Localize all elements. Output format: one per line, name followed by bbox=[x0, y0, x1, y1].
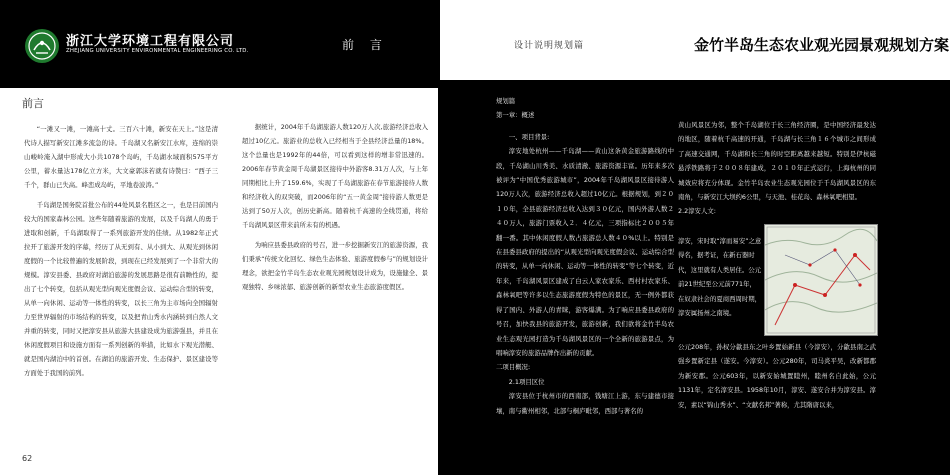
line: 规划篇 bbox=[496, 97, 516, 105]
line: 一、项目背景: bbox=[508, 132, 550, 141]
right-page bbox=[440, 0, 950, 475]
region-map-image bbox=[764, 224, 878, 336]
line: 第一章：概述 bbox=[496, 111, 535, 120]
right-column-1 bbox=[496, 94, 674, 418]
line: 二项目概况: bbox=[496, 363, 531, 372]
paragraph: 千岛湖是国务院首批公布的44处风景名胜区之一，也是目前国内较大的国家森林公园。这些年随着旅游的发展，以及千岛湖人的勇于进取和创新，千岛湖取得了一系列旅游开发的佳绩。从1982年正式拉开了旅游开发的序幕，经历了从无到有、从小到大、从观光到休闲度假的一个比较曾遍的发展阶段，到现在已经发展到了一个非常大的规模。淳安县委、县政府对湖泊旅游的发展思路是很有前瞻性的，提出了七个转变，包括从观光型向观光度假会议、运动综合型的转变，从单一向休闲、运动等一体性的转变，以长三角为主市场向全国辐射力至世界辐射的市场结构的转变，以及把青山秀水内涵转到自然人文并重的转变，同时又把淳安县从旅游大县建设成为旅游强县，并且在休闲度假项目和设施方面有一系列创新的举措，比如水下观光潜艇、就是国内湖泊中的首创。在湖泊的旅游开发、生态保护、景区建设等方面处于我国的前列。 bbox=[24, 201, 218, 377]
right-column-2 bbox=[678, 118, 876, 219]
section-title: 前言 bbox=[22, 97, 44, 110]
wrapped-paragraph: 淳安，宋时取“淳而易安”之意得名，据考证，在新石器时代，这里就有人类居住。公元前21世纪至公元前771年，在奴隶社会的夏商西周时期，淳安属扬州之南境。 bbox=[678, 237, 762, 318]
paragraph: 公元208年，孙权分歙县东之叶乡置始新县（今淳安），分歙县南之武强乡置新定县（遂安。今淳安）。公元280年，司马炎平吴，改新都郡为新安郡。公元603年，以新安始城置睦州，睦州名自此始，公元1131年，定名淳安县。1958年10月，淳安、遂安合并为淳安县。淳安，素以“锦山秀水”、“文献名邦”著称，尤其隋唐以来， bbox=[678, 343, 876, 409]
subheading: 2.2淳安人文: bbox=[678, 207, 716, 216]
page-number: 62 bbox=[22, 454, 33, 463]
right-header bbox=[440, 0, 950, 80]
left-header-title: 前 言 bbox=[342, 38, 388, 52]
left-column-1 bbox=[24, 122, 218, 386]
map-icon bbox=[765, 225, 877, 335]
left-header bbox=[0, 0, 438, 88]
company-name-en: ZHEJIANG UNIVERSITY ENVIRONMENTAL ENGINEERING CO. LTD. bbox=[66, 48, 249, 54]
paragraph: 据统计，2004年千岛湖旅游人数120万人次,旅游经济总收入超过10亿元。旅游业的总收入已经相当于全县经济总量的18%。这个总量也是1992年的44倍，可以看到这样的增非常迅速的。2006年春节黄金周千岛湖景区接待中外游客8.31万人次，与上年同期相比上升了159.6%，实现了千岛湖旅游在春节旅游接待人数和经济收入的双突破，而2006年的“五一黄金周”接待游人数更是达到了50万人次，创历史新高。随着杭千高速的全线贯通，将给千岛湖风景区带来前所未有的机遇。 bbox=[242, 123, 428, 229]
paragraph: 淳安县位于杭州市的西南部，钱塘江上游，东与建德市接壤，南与衢州相邻，北部与桐庐毗邻，西部与著名的 bbox=[496, 392, 674, 415]
left-column-2 bbox=[242, 120, 428, 300]
paragraph: 为响应县委县政府的号召，进一步挖掘新安江的旅游资源，我们秉承“传统文化回忆、绿色生态体验、旅游度假参与”的规划设计理念，欲把金竹半岛生态农业观光园规划设计成为，设施健全、景观独特、乡味浓郁、旅游创新的新型农业生态旅游度假区。 bbox=[242, 241, 428, 291]
left-page bbox=[0, 0, 438, 475]
line: 2.1项目区位 bbox=[508, 377, 545, 386]
company-name: 浙江大学环境工程有限公司 bbox=[66, 34, 235, 49]
paragraph: “一滩又一滩，一滩高十丈。三百六十滩，新安在天上。”这是清代诗人描写新安江滩多流急的诗。千岛湖又名新安江水库，连绵的崇山峻岭淹入湖中形成大小共1078个岛屿，千岛湖水域面积575平方公里，蓄水量达178亿立方米，大文豪郭沫若就有诗赞曰：“西子三千个，群山已失高。峰峦成岛屿，平地卷波涛。” bbox=[24, 125, 218, 189]
document-title: 金竹半岛生态农业观光园景观规划方案 bbox=[694, 36, 950, 54]
company-logo-icon bbox=[24, 28, 60, 64]
right-header-subtitle: 设计说明规划篇 bbox=[514, 41, 585, 51]
paragraph: 黄山风景区为邻，整个千岛湖位于长三角经济圈，是中国经济最发达的地区，随着杭千高速的开通，千岛湖与长三角１６个城市之间形成了高速交通网，千岛湖和长三角的时空距离越来越短。特别是伊杭磁悬浮铁路将于２００８年建成，２０１０年正式运行，上海杭州的同城效应将充分体现。金竹半岛农业生态观光园位于千岛湖风景区的东南角，与新安江大坝约6公里，与天池、桂花岛、森林氧吧相望。 bbox=[678, 121, 876, 202]
paragraph: 淳安地处杭州——千岛湖——黄山这条黄金旅游路线的中段，千岛湖山川秀美、水质清澈、旅游资源丰富。历年来多次被评为“中国优秀旅游城市”，2004年千岛湖风景区接待游人120万人次，旅游经济总收入超过10亿元。根据规划，到２０１０年，全县旅游经济总收入达到３０亿元，国内外游人数２４０万人，旅游门票收入２．４亿元，三项指标比２００５年翻一番。其中休闲度假人数占旅游总人数４０%以上。特别是在县委县政府的提出的“从观光型向观光度假会议、运动综合型的转变，从单一向休闲、运动等一体性的转变”等七个转变，近年来，千岛湖风景区建成了白云人家农家乐、西村村农家乐、森林氧吧等许多以生态旅游度假为特色的景区，无一例外都获得了国内、外游人的青睐，游客爆满。为了响应县委县政府的号召，加快我县的旅游开发，旅游创新，我们欲将金竹半岛农业生态观光园打造为千岛湖风景区的一个全新的旅游景点，为唱响淳安的旅游品牌作出新的贡献。 bbox=[496, 147, 674, 357]
